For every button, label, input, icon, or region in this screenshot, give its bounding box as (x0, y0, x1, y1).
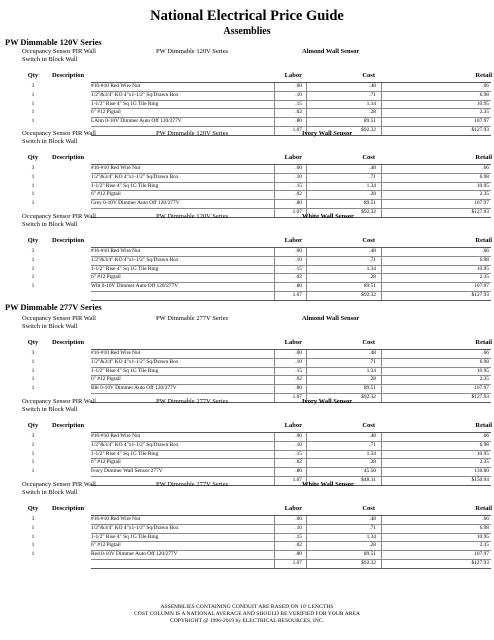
header-labor: Labor (284, 154, 302, 161)
header-description: Description (52, 237, 85, 244)
total-labor: 1.07 (292, 208, 302, 215)
header-retail: Retail (475, 505, 492, 512)
row-labor: .00 (295, 165, 302, 171)
row-retail: 107.97 (474, 118, 489, 125)
total-labor: 1.07 (292, 393, 302, 400)
table-row (31, 468, 491, 477)
row-labor: .15 (295, 100, 302, 107)
assembly-name-line: Switch in Block Wall (22, 138, 78, 145)
table-row (31, 165, 491, 174)
table-row (31, 441, 491, 451)
total-retail: $127.93 (471, 291, 489, 298)
row-retail: 6.98 (479, 91, 489, 98)
row-labor: .02 (295, 274, 302, 281)
assembly-variant: Almond Wall Sensor (302, 315, 360, 322)
row-retail: 107.97 (474, 551, 489, 558)
row-description: 6" #12 Pigtail (91, 191, 121, 198)
row-description: #16-#10 Red Wire Nut (91, 350, 141, 356)
assembly-header (22, 315, 492, 337)
header-qty: Qty (27, 154, 39, 161)
row-qty: 1 (31, 109, 35, 116)
row-description: Grey 0-10V Dimmer Auto Off 120/277V (91, 200, 180, 207)
assembly-series: PW Dimmable 277V Series (156, 481, 229, 488)
total-retail: $127.93 (471, 208, 489, 215)
row-retail: 10.95 (476, 100, 489, 107)
row-description: 1/2"&3/4" KO 4"x1-1/2" Sq/Drawn Box (91, 256, 179, 263)
row-description: 1-1/2" Rise 4" Sq 1G Tile Ring (91, 182, 159, 189)
assembly-name-line: Switch in Block Wall (22, 406, 78, 413)
row-retail: 107.97 (474, 385, 489, 392)
section-title: PW Dimmable 277V Series (5, 303, 102, 312)
footer (0, 604, 494, 625)
table-row (31, 83, 491, 92)
table-header (22, 422, 492, 432)
row-labor: .00 (295, 516, 302, 522)
row-retail: 6.98 (479, 358, 489, 365)
assembly-series: PW Dimmable 120V Series (156, 130, 229, 137)
row-retail: 107.97 (474, 283, 489, 290)
header-labor: Labor (284, 72, 302, 79)
footer-line: COPYRIGHT @ 1996-2019 by ELECTRICAL RESOURCES, INC. (169, 618, 324, 624)
row-retail: 6.98 (479, 441, 489, 448)
row-qty: 1 (31, 182, 35, 189)
row-labor: .15 (295, 265, 302, 272)
table-row (31, 385, 491, 394)
assembly-series: PW Dimmable 277V Series (156, 315, 229, 322)
row-description: Ivory Dimmer Wall Sensor 277V (91, 468, 163, 475)
items-table (31, 247, 491, 301)
row-description: 6" #12 Pigtail (91, 542, 121, 549)
row-retail: 10.95 (476, 450, 489, 457)
table-row (31, 265, 491, 275)
table-row (31, 459, 491, 468)
row-description: 6" #12 Pigtail (91, 376, 121, 383)
header-description: Description (52, 154, 85, 161)
table-row (31, 551, 491, 560)
footer-line: ASSEMBLIES CONTAINING CONDUIT ARE BASED ON 10' LENGTHS (160, 604, 334, 610)
total-labor: 1.07 (292, 126, 302, 133)
header-qty: Qty (27, 237, 39, 244)
row-labor: .80 (295, 118, 302, 125)
row-labor: .80 (295, 200, 302, 207)
row-qty: 1 (31, 524, 35, 531)
table-row (31, 524, 491, 534)
header-qty: Qty (27, 72, 39, 79)
row-cost: 89.51 (363, 551, 376, 558)
table-row (31, 100, 491, 110)
row-retail: 2.35 (479, 191, 489, 198)
assembly-name-line: Occupancy Sensor PIR Wall (22, 48, 96, 55)
row-qty: 1 (31, 358, 35, 365)
row-description: 1-1/2" Rise 4" Sq 1G Tile Ring (91, 265, 159, 272)
total-cost: $92.32 (361, 393, 376, 400)
row-qty: 3 (31, 516, 35, 522)
row-qty: 1 (31, 200, 35, 207)
row-description: Wht 0-10V Dimmer Auto Off 120/277V (91, 283, 179, 290)
table-row (31, 367, 491, 377)
row-labor: .02 (295, 191, 302, 198)
row-qty: 1 (31, 256, 35, 263)
table-row (31, 283, 491, 292)
header-cost: Cost (362, 154, 375, 161)
header-retail: Retail (475, 422, 492, 429)
row-retail: 2.35 (479, 542, 489, 549)
total-labor: 1.07 (292, 291, 302, 298)
table-row (31, 450, 491, 460)
row-retail: .66 (482, 516, 489, 522)
table-row (31, 542, 491, 551)
assembly-name (22, 48, 96, 64)
assembly-series: PW Dimmable 277V Series (156, 398, 229, 405)
assembly-header (22, 481, 492, 503)
table-row (31, 173, 491, 183)
row-qty: 1 (31, 173, 35, 180)
assembly-name-line: Occupancy Sensor PIR Wall (22, 398, 96, 405)
header-description: Description (52, 422, 85, 429)
page-title: National Electrical Price Guide (150, 8, 344, 24)
row-retail: 107.97 (474, 200, 489, 207)
row-description: 6" #12 Pigtail (91, 274, 121, 281)
row-cost: .28 (369, 376, 376, 383)
table-header (22, 72, 492, 82)
section-title: PW Dimmable 120V Series (5, 38, 102, 47)
assembly-name (22, 130, 96, 146)
assembly-header (22, 213, 492, 235)
row-retail: 2.35 (479, 109, 489, 116)
assembly-header (22, 48, 492, 70)
row-description: 1/2"&3/4" KO 4"x1-1/2" Sq/Drawn Box (91, 524, 179, 531)
row-labor: .02 (295, 459, 302, 466)
row-cost: 89.51 (363, 200, 376, 207)
assembly-variant: Ivory Wall Sensor (302, 130, 353, 137)
header-cost: Cost (362, 339, 375, 346)
row-cost: .28 (369, 109, 376, 116)
row-labor: .80 (295, 468, 302, 475)
row-qty: 3 (31, 350, 35, 356)
row-cost: .48 (369, 83, 376, 89)
assembly-block (22, 481, 492, 569)
table-row (31, 248, 491, 257)
assembly-variant: White Wall Sensor (302, 481, 354, 488)
header-labor: Labor (284, 422, 302, 429)
header-cost: Cost (362, 422, 375, 429)
row-retail: 2.35 (479, 274, 489, 281)
table-row (31, 191, 491, 200)
total-retail: $127.93 (471, 559, 489, 566)
row-description: #16-#10 Red Wire Nut (91, 516, 141, 522)
row-description: 6" #12 Pigtail (91, 459, 121, 466)
row-retail: .66 (482, 83, 489, 89)
items-table (31, 515, 491, 569)
header-description: Description (52, 339, 85, 346)
row-labor: .10 (295, 91, 302, 98)
row-qty: 3 (31, 248, 35, 254)
row-labor: .10 (295, 524, 302, 531)
row-qty: 3 (31, 433, 35, 439)
total-retail: $150.94 (471, 476, 489, 483)
table-row (31, 109, 491, 118)
table-row (31, 433, 491, 442)
row-retail: 2.35 (479, 459, 489, 466)
row-cost: .28 (369, 542, 376, 549)
assembly-variant: Ivory Wall Sensor (302, 398, 353, 405)
row-qty: 1 (31, 385, 35, 392)
footer-line: COST COLUMN IS A NATIONAL AVERAGE AND SHOULD BE VERIFIED FOR YOUR AREA (134, 611, 360, 617)
total-cost: $92.32 (361, 559, 376, 566)
assembly-name-line: Switch in Block Wall (22, 221, 78, 228)
row-qty: 1 (31, 91, 35, 98)
row-description: #16-#10 Red Wire Nut (91, 165, 141, 171)
assembly-block (22, 48, 492, 136)
row-labor: .00 (295, 83, 302, 89)
row-retail: 10.95 (476, 182, 489, 189)
row-labor: .00 (295, 248, 302, 254)
row-cost: .48 (369, 433, 376, 439)
table-row (31, 533, 491, 543)
row-retail: .66 (482, 165, 489, 171)
row-qty: 1 (31, 450, 35, 457)
assembly-name (22, 398, 96, 414)
row-description: 1-1/2" Rise 4" Sq 1G Tile Ring (91, 100, 159, 107)
header-retail: Retail (475, 154, 492, 161)
total-cost: $92.32 (361, 208, 376, 215)
row-labor: .00 (295, 433, 302, 439)
row-description: LAlm 0-10V Dimmer Auto Off 120/277V (91, 118, 182, 125)
row-labor: .02 (295, 542, 302, 549)
row-cost: .28 (369, 459, 376, 466)
header-qty: Qty (27, 422, 39, 429)
row-cost: .71 (369, 91, 376, 98)
table-row (31, 91, 491, 101)
row-qty: 1 (31, 468, 35, 475)
row-retail: 6.98 (479, 173, 489, 180)
row-description: 1-1/2" Rise 4" Sq 1G Tile Ring (91, 367, 159, 374)
assembly-variant: Almond Wall Sensor (302, 48, 360, 55)
row-description: 1-1/2" Rise 4" Sq 1G Tile Ring (91, 533, 159, 540)
row-cost: .71 (369, 256, 376, 263)
total-retail: $127.93 (471, 393, 489, 400)
row-labor: .10 (295, 173, 302, 180)
total-cost: $92.32 (361, 126, 376, 133)
row-labor: .80 (295, 551, 302, 558)
row-cost: 1.34 (366, 182, 376, 189)
row-qty: 1 (31, 100, 35, 107)
row-labor: .15 (295, 533, 302, 540)
table-row (31, 274, 491, 283)
row-qty: 1 (31, 118, 35, 125)
row-retail: 6.98 (479, 524, 489, 531)
row-labor: .02 (295, 109, 302, 116)
table-row (31, 516, 491, 525)
table-row (31, 118, 491, 127)
row-labor: .15 (295, 450, 302, 457)
row-description: 1-1/2" Rise 4" Sq 1G Tile Ring (91, 450, 159, 457)
header-retail: Retail (475, 72, 492, 79)
row-labor: .15 (295, 367, 302, 374)
assembly-name (22, 315, 96, 331)
row-cost: 1.34 (366, 367, 376, 374)
table-row (31, 358, 491, 368)
row-labor: .10 (295, 256, 302, 263)
row-cost: 1.34 (366, 100, 376, 107)
row-description: 1/2"&3/4" KO 4"x1-1/2" Sq/Drawn Box (91, 91, 179, 98)
assembly-name-line: Occupancy Sensor PIR Wall (22, 315, 96, 322)
row-description: 1/2"&3/4" KO 4"x1-1/2" Sq/Drawn Box (91, 358, 179, 365)
row-cost: 1.34 (366, 265, 376, 272)
assembly-name (22, 481, 96, 497)
row-cost: 89.51 (363, 118, 376, 125)
total-labor: 1.07 (292, 559, 302, 566)
assembly-name-line: Switch in Block Wall (22, 489, 78, 496)
row-retail: 10.95 (476, 533, 489, 540)
header-cost: Cost (362, 237, 375, 244)
row-cost: .71 (369, 441, 376, 448)
row-description: #16-#10 Red Wire Nut (91, 83, 141, 89)
row-retail: 6.98 (479, 256, 489, 263)
row-cost: 1.34 (366, 533, 376, 540)
table-row (31, 256, 491, 266)
row-qty: 1 (31, 265, 35, 272)
row-description: 1/2"&3/4" KO 4"x1-1/2" Sq/Drawn Box (91, 441, 179, 448)
row-description: #16-#10 Red Wire Nut (91, 433, 141, 439)
row-qty: 1 (31, 533, 35, 540)
row-cost: 89.51 (363, 283, 376, 290)
table-header (22, 339, 492, 349)
row-description: 1/2"&3/4" KO 4"x1-1/2" Sq/Drawn Box (91, 173, 179, 180)
row-labor: .00 (295, 350, 302, 356)
assembly-name-line: Occupancy Sensor PIR Wall (22, 130, 96, 137)
row-qty: 1 (31, 283, 35, 290)
row-retail: 2.35 (479, 376, 489, 383)
row-description: 6" #12 Pigtail (91, 109, 121, 116)
assembly-name-line: Occupancy Sensor PIR Wall (22, 213, 96, 220)
total-labor: 1.07 (292, 476, 302, 483)
assembly-name-line: Occupancy Sensor PIR Wall (22, 481, 96, 488)
page-subtitle: Assemblies (223, 26, 271, 37)
row-cost: 1.34 (366, 450, 376, 457)
total-retail: $127.93 (471, 126, 489, 133)
assembly-name (22, 213, 96, 229)
header-description: Description (52, 505, 85, 512)
row-cost: .48 (369, 248, 376, 254)
row-labor: .80 (295, 283, 302, 290)
total-cost: $92.32 (361, 291, 376, 298)
row-cost: .48 (369, 350, 376, 356)
row-qty: 1 (31, 191, 35, 198)
header-qty: Qty (27, 505, 39, 512)
row-qty: 1 (31, 441, 35, 448)
row-qty: 1 (31, 542, 35, 549)
total-row (91, 292, 491, 301)
header-retail: Retail (475, 339, 492, 346)
row-cost: .48 (369, 165, 376, 171)
row-retail: 10.95 (476, 367, 489, 374)
row-cost: .48 (369, 516, 376, 522)
row-cost: 45.50 (363, 468, 376, 475)
assembly-block (22, 130, 492, 218)
row-qty: 1 (31, 376, 35, 383)
total-cost: $48.31 (361, 476, 376, 483)
row-cost: 89.51 (363, 385, 376, 392)
header-labor: Labor (284, 237, 302, 244)
row-qty: 3 (31, 165, 35, 171)
row-cost: .71 (369, 358, 376, 365)
table-row (31, 200, 491, 209)
row-cost: .71 (369, 524, 376, 531)
assembly-series: PW Dimmable 120V Series (156, 213, 229, 220)
assembly-name-line: Switch in Block Wall (22, 56, 78, 63)
header-description: Description (52, 72, 85, 79)
row-qty: 1 (31, 367, 35, 374)
table-header (22, 154, 492, 164)
row-labor: .02 (295, 376, 302, 383)
row-labor: .10 (295, 441, 302, 448)
row-retail: .66 (482, 248, 489, 254)
row-retail: .66 (482, 433, 489, 439)
row-labor: .80 (295, 385, 302, 392)
assembly-series: PW Dimmable 120V Series (156, 48, 229, 55)
assembly-header (22, 398, 492, 420)
row-cost: .28 (369, 191, 376, 198)
row-qty: 1 (31, 551, 35, 558)
table-header (22, 237, 492, 247)
header-retail: Retail (475, 237, 492, 244)
assembly-variant: White Wall Sensor (302, 213, 354, 220)
table-row (31, 350, 491, 359)
row-cost: .28 (369, 274, 376, 281)
row-cost: .71 (369, 173, 376, 180)
assembly-block (22, 398, 492, 486)
header-labor: Labor (284, 505, 302, 512)
header-cost: Cost (362, 505, 375, 512)
row-description: Blk 0-10V Dimmer Auto Off 120/277V (91, 385, 177, 392)
assembly-header (22, 130, 492, 152)
assembly-name-line: Switch in Block Wall (22, 323, 78, 330)
header-cost: Cost (362, 72, 375, 79)
header-qty: Qty (27, 339, 39, 346)
row-retail: 130.00 (474, 468, 489, 475)
table-header (22, 505, 492, 515)
table-row (31, 376, 491, 385)
assembly-block (22, 315, 492, 403)
row-qty: 1 (31, 459, 35, 466)
header-labor: Labor (284, 339, 302, 346)
row-qty: 3 (31, 83, 35, 89)
row-description: #16-#10 Red Wire Nut (91, 248, 141, 254)
row-labor: .15 (295, 182, 302, 189)
total-row (91, 560, 491, 569)
row-qty: 1 (31, 274, 35, 281)
table-row (31, 182, 491, 192)
row-labor: .10 (295, 358, 302, 365)
row-retail: 10.95 (476, 265, 489, 272)
row-description: Red 0-10V Dimmer Auto Off 120/277V (91, 551, 178, 558)
row-retail: .66 (482, 350, 489, 356)
assembly-block (22, 213, 492, 301)
